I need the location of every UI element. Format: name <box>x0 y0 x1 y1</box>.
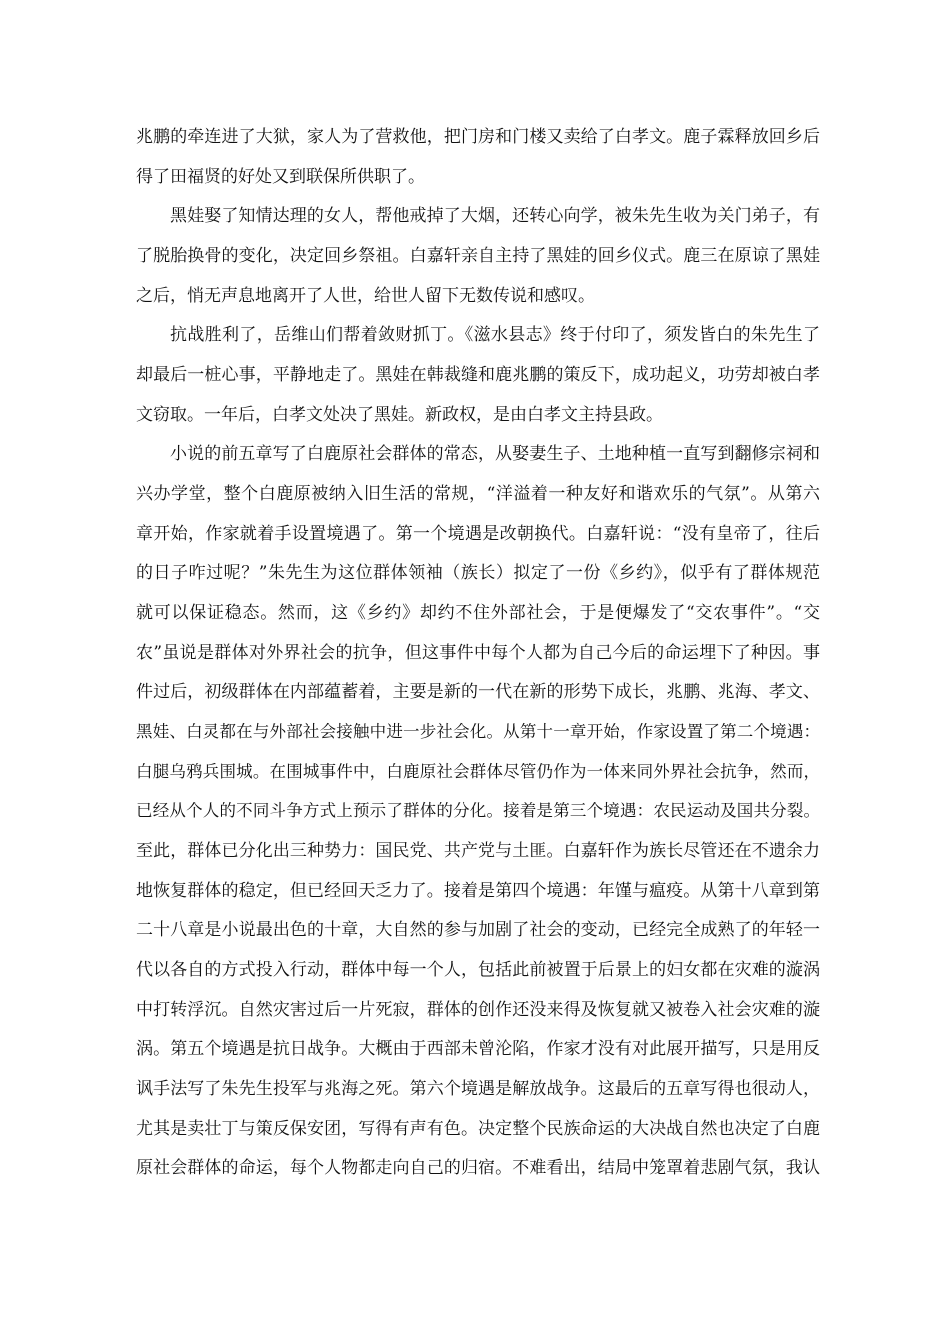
text-line: 兆鹏的牵连进了大狱，家人为了营救他，把门房和门楼又卖给了白孝文。鹿子霖释放回乡后 <box>136 127 820 147</box>
text-line: 黑娃娶了知情达理的女人，帮他戒掉了大烟，还转心向学，被朱先生收为关门弟子，有 <box>170 206 820 226</box>
text-line: 白腿乌鸦兵围城。在围城事件中，白鹿原社会群体尽管仍作为一体来同外界社会抗争，然而， <box>136 762 820 781</box>
text-line: 至此，群体已分化出三种势力：国民党、共产党与土匪。白嘉轩作为族长尽管还在不遗余力 <box>136 841 820 861</box>
text-line: 之后，悄无声息地离开了人世，给世人留下无数传说和感叹。 <box>136 286 595 306</box>
text-line: 得了田福贤的好处又到联保所供职了。 <box>136 167 425 187</box>
text-line: 农”虽说是群体对外界社会的抗争，但这事件中每个人都为自己今后的命运埋下了种因。事 <box>136 643 820 663</box>
text-line: 章开始，作家就着手设置境遇了。第一个境遇是改朝换代。白嘉轩说：“没有皇帝了，往后 <box>136 524 820 544</box>
text-line: 件过后，初级群体在内部蕴蓄着，主要是新的一代在新的形势下成长，兆鹏、兆海、孝文、 <box>136 682 820 702</box>
text-line: 了脱胎换骨的变化，决定回乡祭祖。白嘉轩亲自主持了黑娃的回乡仪式。鹿三在原谅了黑娃 <box>136 246 820 266</box>
text-line: 地恢复群体的稳定，但已经回天乏力了。接着是第四个境遇：年馑与瘟疫。从第十八章到第 <box>136 881 820 901</box>
text-line: 二十八章是小说最出色的十章，大自然的参与加剧了社会的变动，已经完全成熟了的年轻一 <box>136 920 820 940</box>
text-line: 讽手法写了朱先生投军与兆海之死。第六个境遇是解放战争。这最后的五章写得也很动人， <box>136 1079 820 1099</box>
text-line: 抗战胜利了，岳维山们帮着敛财抓丁。《滋水县志》终于付印了，须发皆白的朱先生了 <box>170 325 820 345</box>
text-line: 原社会群体的命运，每个人物都走向自己的归宿。不难看出，结局中笼罩着悲剧气氛，我认 <box>136 1158 820 1178</box>
text-line: 就可以保证稳态。然而，这《乡约》却约不住外部社会，于是便爆发了“交农事件”。“交 <box>136 603 820 623</box>
text-line: 涡。第五个境遇是抗日战争。大概由于西部未曾沦陷，作家才没有对此展开描写，只是用反 <box>136 1039 820 1059</box>
text-line: 文窃取。一年后，白孝文处决了黑娃。新政权，是由白孝文主持县政。 <box>136 405 663 425</box>
text-line: 已经从个人的不同斗争方式上预示了群体的分化。接着是第三个境遇：农民运动及国共分裂。 <box>136 801 820 820</box>
text-line: 代以各自的方式投入行动，群体中每一个人，包括此前被置于后景上的妇女都在灾难的漩涡 <box>136 960 820 980</box>
text-line: 中打转浮沉。自然灾害过后一片死寂，群体的创作还没来得及恢复就又被卷入社会灾难的漩 <box>136 1000 820 1020</box>
text-line: 兴办学堂，整个白鹿原被纳入旧生活的常规，“洋溢着一种友好和谐欢乐的气氛”。从第六 <box>136 484 820 504</box>
text-line: 黑娃、白灵都在与外部社会接触中进一步社会化。从第十一章开始，作家设置了第二个境遇： <box>136 722 820 741</box>
text-line: 却最后一桩心事，平静地走了。黑娃在韩裁缝和鹿兆鹏的策反下，成功起义，功劳却被白孝 <box>136 365 820 385</box>
text-line: 的日子咋过呢？”朱先生为这位群体领袖（族长）拟定了一份《乡约》，似乎有了群体规范 <box>136 563 820 583</box>
text-line: 尤其是卖壮丁与策反保安团，写得有声有色。决定整个民族命运的大决战自然也决定了白鹿 <box>136 1119 820 1139</box>
text-line: 小说的前五章写了白鹿原社会群体的常态，从娶妻生子、土地种植一直写到翻修宗祠和 <box>170 444 820 464</box>
